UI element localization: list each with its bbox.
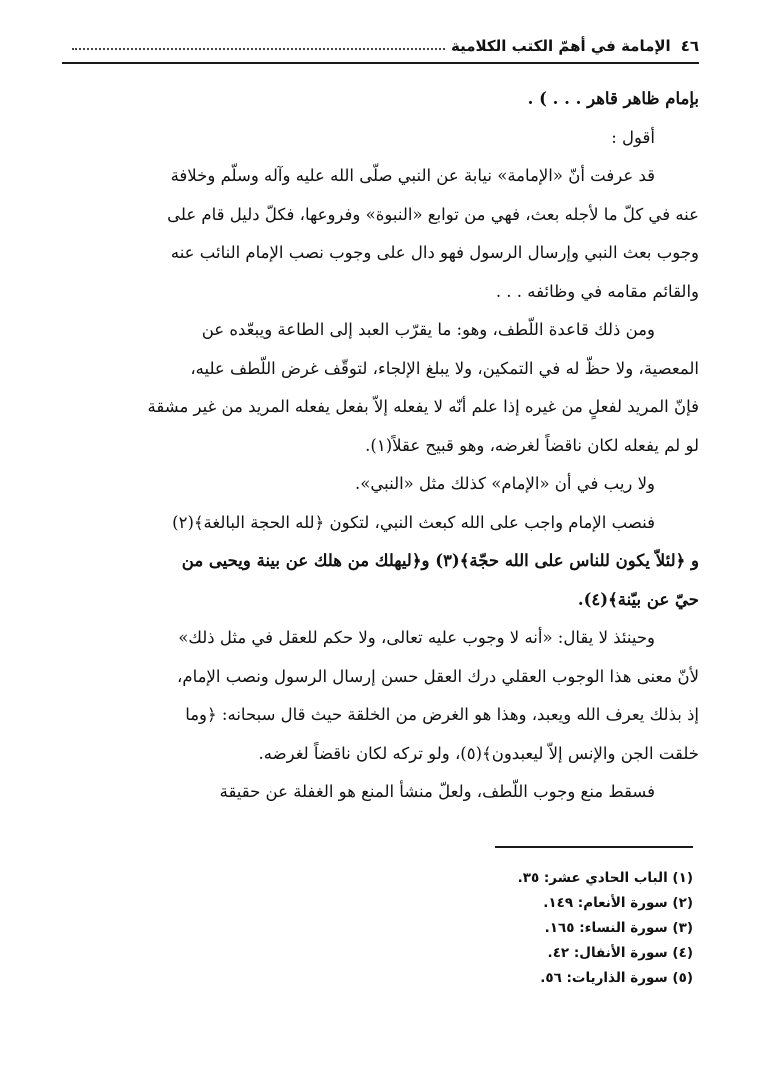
text-line: قد عرفت أنّ «الإمامة» نيابة عن النبي صلّى الله عليه وآله وسلّم وخلافة (170, 166, 655, 185)
text-line: بإمام ظاهر قاهر . . . ) . (527, 89, 699, 108)
text-line: وحينئذ لا يقال: «أنه لا وجوب عليه تعالى، ولا حكم للعقل في مثل ذلك» (178, 628, 655, 647)
text-line: عنه في كلّ ما لأجله بعث، فهي من توابع «النبوة» وفروعها، فكلّ دليل قام على (167, 204, 699, 224)
text-line: فنصب الإمام واجب على الله كبعث النبي، لتكون ﴿لله الحجة البالغة﴾(٢) (172, 512, 655, 532)
text-line: فإنّ المريد لفعلٍ من غيره إذا علم أنّه لا يفعله إلاّ بفعل يفعله المريد من غير مشقة (147, 397, 699, 416)
text-line: ومن ذلك قاعدة اللّطف، وهو: ما يقرّب العبد إلى الطاعة ويبعّده عن (201, 320, 655, 339)
text-line: المعصية، ولا حظّ له في التمكين، ولا يبلغ الإلجاء، لتوقّف غرض اللّطف عليه، (190, 358, 699, 378)
text-line: حيّ عن بيّنة﴾(٤). (577, 589, 699, 609)
text-line: أقول : (611, 127, 655, 147)
text-line: لأنّ معنى هذا الوجوب العقلي درك العقل حسن إرسال الرسول ونصب الإمام، (177, 666, 699, 686)
footnote-item: (٥) سورة الذاريات: ٥٦. (540, 970, 693, 986)
text-line: والقائم مقامه في وظائفه . . . (495, 281, 699, 301)
text-line: و ﴿لئلاّ يكون للناس على الله حجّة﴾(٣) و﴿ليهلك من هلك عن بينة ويحيى من (181, 551, 699, 570)
text-line: فسقط منع وجوب اللّطف، ولعلّ منشأ المنع هو الغفلة عن حقيقة (219, 782, 655, 801)
footnote-item: (٣) سورة النساء: ١٦٥. (544, 920, 693, 936)
main-text (62, 80, 699, 812)
header-title: الإمامة في أهمّ الكتب الكلامية (450, 37, 671, 55)
footnotes (62, 866, 693, 991)
page-number: ٤٦ (680, 37, 699, 55)
text-line: إذ بذلك يعرف الله ويعبد، وهذا هو الغرض من الخلقة حيث قال سبحانه: ﴿وما (185, 705, 699, 724)
footnote-item: (١) الباب الحادي عشر: ٣٥. (517, 870, 693, 886)
text-line: ولا ريب في أن «الإمام» كذلك مثل «النبي». (355, 474, 655, 493)
footnote-separator (495, 846, 693, 848)
text-line: وجوب بعث النبي وإرسال الرسول فهو دال على وجوب نصب الإمام النائب عنه (170, 243, 699, 262)
running-header (62, 30, 699, 64)
header-leader-dots (72, 38, 445, 50)
footnote-item: (٤) سورة الأنفال: ٤٢. (547, 945, 693, 961)
text-line: خلقت الجن والإنس إلاّ ليعبدون﴾(٥)، ولو تركه لكان ناقضاً لغرضه. (258, 743, 699, 763)
footnote-item: (٢) سورة الأنعام: ١٤٩. (543, 895, 693, 911)
text-line: لو لم يفعله لكان ناقضاً لغرضه، وهو قبيح عقلاً(١). (365, 435, 699, 455)
